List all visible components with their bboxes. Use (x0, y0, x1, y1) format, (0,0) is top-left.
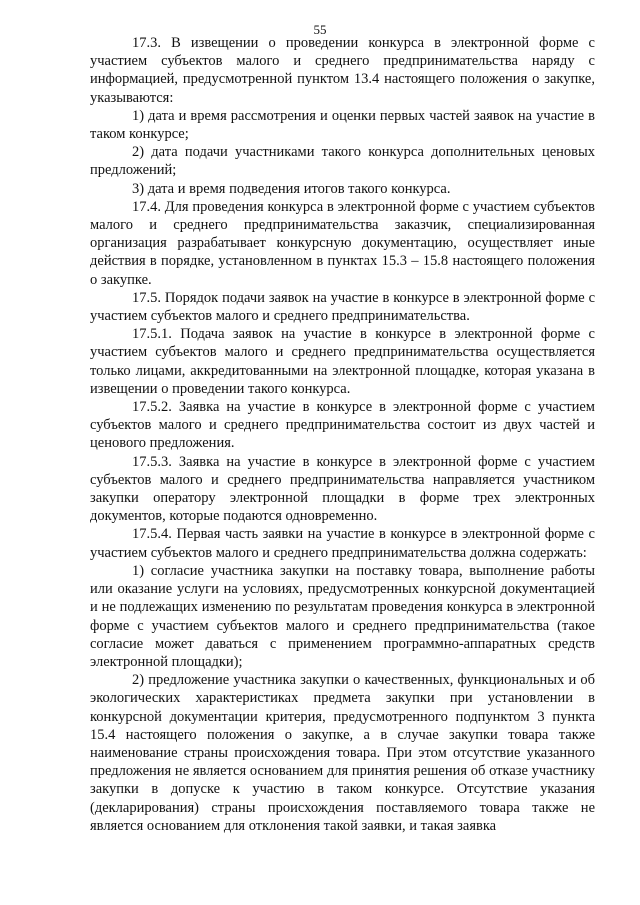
list-item-3: 3) дата и время подведения итогов такого конкурса. (132, 180, 451, 197)
paragraph-17-5: 17.5. Порядок подачи заявок на участие в конкурсе в электронной форме с участием субъектов малого и среднего предпринимательства. (90, 289, 595, 325)
paragraph-17-5-1: 17.5.1. Подача заявок на участие в конкурсе в электронной форме с участием субъектов малого и среднего предпринимательства осуществляется только лицами, аккредитованными на электронной площадке, которая указана в извещении о проведении такого конкурса. (90, 326, 595, 397)
paragraph-17-4: 17.4. Для проведения конкурса в электронной форме с участием субъектов малого и среднего предпринимательства заказчик, специализированная организация разрабатывает конкурсную документацию, осуществляет иные действия в порядке, установленном в пунктах 15.3 – 15.8 настоящего положения о закупке. (90, 198, 595, 288)
list-item-1: 1) дата и время рассмотрения и оценки первых частей заявок на участие в таком конкурсе; (90, 107, 595, 143)
page-number: 55 (313, 22, 327, 37)
list-item-proposal: 2) предложение участника закупки о качественных, функциональных и об экологических характеристиках предмета закупки при установлении в конкурсной документации критерия, предусмотренного подпунктом 3 пункта 15.4 настоящего положения о закупке, а в случае закупки товара также наименование страны происхождения товара. При этом отсутствие указанного предложения не является основанием для принятия решения об отказе участнику закупки в допуске к участию в таком конкурсе. Отсутствие указания (декларирования) страны происхождения поставляемого товара также не является основанием для отклонения такой заявки, и такая заявка (90, 672, 595, 834)
paragraph-17-3: 17.3. В извещении о проведении конкурса в электронной форме с участием субъектов малого и среднего предпринимательства наряду с информацией, предусмотренной пунктом 13.4 настоящего положения о закупке, указываются: (90, 35, 595, 106)
paragraph-17-5-4: 17.5.4. Первая часть заявки на участие в конкурсе в электронной форме с участием субъектов малого и среднего предпринимательства должна содержать: (90, 526, 595, 561)
list-item-2: 2) дата подачи участниками такого конкурса дополнительных ценовых предложений; (90, 144, 595, 179)
document-body (90, 34, 595, 835)
paragraph-17-5-3: 17.5.3. Заявка на участие в конкурсе в электронной форме с участием субъектов малого и среднего предпринимательства направляется участником закупки оператору электронной площадки в форме трех электронных документов, которые подаются одновременно. (90, 453, 595, 525)
paragraph-17-5-2: 17.5.2. Заявка на участие в конкурсе в электронной форме с участием субъектов малого и среднего предпринимательства состоит из двух частей и ценового предложения. (90, 399, 595, 452)
list-item-consent: 1) согласие участника закупки на поставку товара, выполнение работы или оказание услуги на условиях, предусмотренных конкурсной документацией и не подлежащих изменению по результатам проведения конкурса в электронной форме с участием субъектов малого и среднего предпринимательства (такое согласие может даваться с применением программно-аппаратных средств электронной площадки); (90, 562, 595, 670)
